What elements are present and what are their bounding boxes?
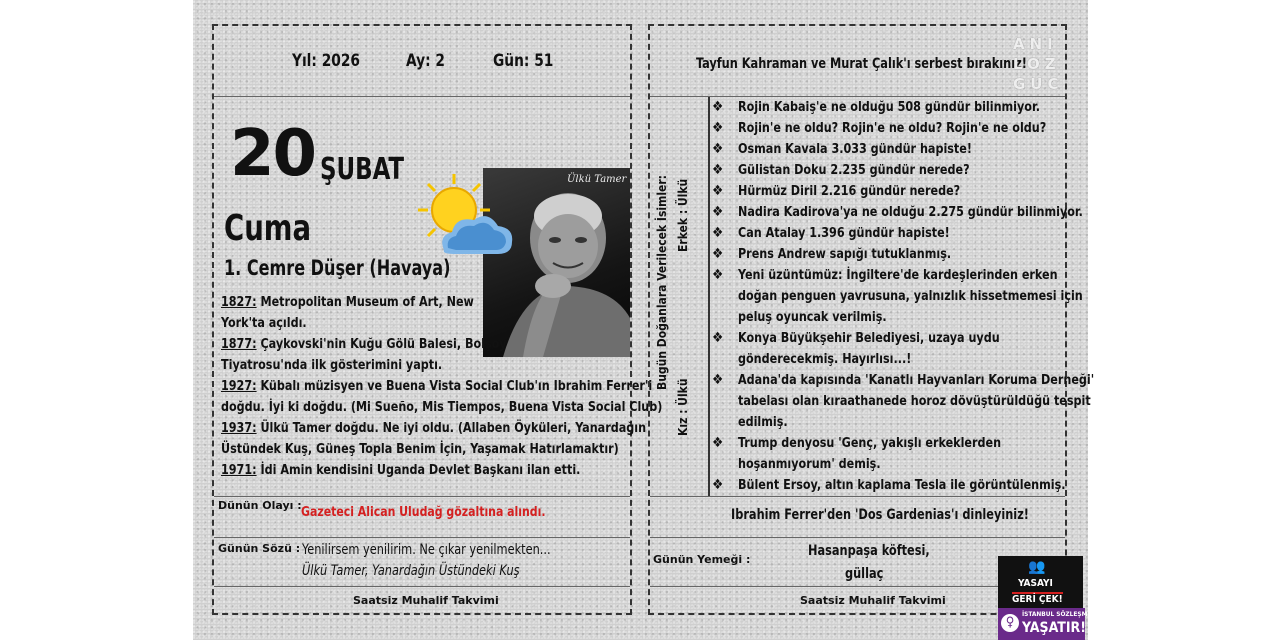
event-line: Tiyatrosu'nda ilk gösterimini yaptı.	[221, 357, 443, 373]
quote-text: Yenilirsem yenilirim. Ne çıkar yenilmekten...	[302, 542, 551, 558]
event-line: 1937: Ülkü Tamer doğdu. Ne iyi oldu. (Allaben Öyküleri, Yanardağın	[221, 420, 647, 436]
yesterday-event-text: Gazeteci Alican Uludağ gözaltına alındı.	[301, 504, 546, 520]
music-recommendation: Ibrahim Ferrer'den 'Dos Gardenias'ı dinleyiniz!	[731, 507, 1029, 523]
right-header-message: Tayfun Kahraman ve Murat Çalık'ı serbest bırakınız!	[696, 56, 1027, 72]
divider	[650, 496, 1065, 497]
event-line: 1971: İdi Amin kendisini Uganda Devlet Başkanı ilan etti.	[221, 462, 581, 478]
event-line: doğdu. İyi ki doğdu. (Mi Sueño, Mis Tiempos, Buena Vista Social Club)	[221, 399, 663, 415]
event-line: Üstündek Kuş, Güneş Topla Benim İçin, Yaşamak Hatırlamaktır)	[221, 441, 619, 457]
diamond-bullet-icon: ❖	[712, 330, 724, 346]
quote-author: Ülkü Tamer, Yanardağın Üstündeki Kuş	[302, 563, 520, 579]
event-line: 1827: Metropolitan Museum of Art, New	[221, 294, 474, 310]
footer-title: Saatsiz Muhalif Takvimi	[353, 594, 499, 607]
month-label: Ay: 2	[406, 51, 445, 71]
footer-title: Saatsiz Muhalif Takvimi	[800, 594, 946, 607]
meal-line-2: güllaç	[845, 566, 884, 582]
female-symbol-icon: ♀	[1001, 614, 1019, 632]
list-item: ❖ Yeni üzüntümüz: İngiltere'de kardeşlerinden erken doğan penguen yavrusuna, yalnızlık hissetmemesi için peluş oyuncak verilmiş.	[712, 267, 1083, 325]
weekday-name: Cuma	[224, 208, 312, 249]
diamond-bullet-icon: ❖	[712, 477, 724, 493]
divider	[650, 537, 1065, 538]
diamond-bullet-icon: ❖	[712, 435, 724, 451]
diamond-bullet-icon: ❖	[712, 120, 724, 136]
female-name: Kız : Ülkü	[676, 378, 690, 436]
divider	[214, 537, 630, 538]
diamond-bullet-icon: ❖	[712, 267, 724, 283]
list-item: ❖ Hürmüz Diril 2.216 gündür nerede?	[712, 181, 1062, 202]
names-label: Bugün Doğanlara Verilecek İsimler:	[655, 175, 669, 390]
event-line: 1927: Kübalı müzisyen ve Buena Vista Social Club'ın Ibrahim Ferrer'i	[221, 378, 653, 394]
list-item: ❖ Adana'da kapısında 'Kanatlı Hayvanları Koruma Derneği' tabelası olan kıraathanede horoz dövüştürüldüğü tespit edilmiş.	[712, 372, 1095, 430]
list-item: ❖ Rojin'e ne oldu? Rojin'e ne oldu? Rojin'e ne oldu?	[712, 118, 1062, 139]
meal-label: Günün Yemeği :	[653, 553, 751, 566]
diamond-bullet-icon: ❖	[712, 141, 724, 157]
month-name: ŞUBAT	[320, 152, 405, 187]
people-icon: 👥	[1028, 559, 1046, 575]
diamond-bullet-icon: ❖	[712, 99, 724, 115]
diamond-bullet-icon: ❖	[712, 162, 724, 178]
list-item: ❖ Nadira Kadirova'ya ne olduğu 2.275 gündür bilinmiyor.	[712, 202, 1062, 223]
photo-caption: Ülkü Tamer	[567, 174, 627, 185]
yesterday-event-label: Dünün Olayı :	[218, 499, 302, 512]
male-name: Erkek : Ülkü	[676, 178, 690, 252]
brand-logo: ANI LOZ GUC	[1013, 35, 1064, 93]
list-item: ❖ Bülent Ersoy, altın kaplama Tesla ile görüntülenmiş.	[712, 475, 1062, 496]
event-line: 1877: Çaykovski'nin Kuğu Gölü Balesi, Bolşoy	[221, 336, 507, 352]
year-label: Yıl: 2026	[292, 51, 361, 71]
history-events	[221, 292, 663, 481]
list-item: ❖ Trump denyosu 'Genç, yakışlı erkeklerden hoşanmıyorum' demiş.	[712, 435, 1002, 472]
day-number: 20	[230, 117, 316, 191]
diamond-bullet-icon: ❖	[712, 225, 724, 241]
meal-line-1: Hasanpaşa köftesi,	[808, 543, 930, 559]
day-of-year-label: Gün: 51	[493, 51, 554, 71]
diamond-bullet-icon: ❖	[712, 204, 724, 220]
quote-label: Günün Sözü :	[218, 542, 301, 555]
news-divider	[708, 97, 710, 496]
event-line: York'ta açıldı.	[221, 315, 307, 331]
divider	[214, 96, 630, 97]
divider	[214, 496, 630, 497]
istanbul-convention-badge: ♀ İSTANBUL SÖZLEŞMESİ YAŞATIR!	[998, 608, 1085, 640]
list-item: ❖ Konya Büyükşehir Belediyesi, uzaya uydu gönderecekmiş. Hayırlısı...!	[712, 330, 1000, 367]
news-list	[712, 97, 1095, 496]
list-item: ❖ Can Atalay 1.396 gündür hapiste!	[712, 223, 1062, 244]
diamond-bullet-icon: ❖	[712, 246, 724, 262]
list-item: ❖ Gülistan Doku 2.235 gündür nerede?	[712, 160, 1062, 181]
list-item: ❖ Rojin Kabaiş'e ne olduğu 508 gündür bilinmiyor.	[712, 97, 1062, 118]
diamond-bullet-icon: ❖	[712, 183, 724, 199]
day-note: 1. Cemre Düşer (Havaya)	[224, 256, 451, 280]
divider	[214, 586, 630, 587]
list-item: ❖ Prens Andrew sapığı tutuklanmış.	[712, 244, 1062, 265]
sun-behind-cloud-icon	[414, 170, 518, 264]
diamond-bullet-icon: ❖	[712, 372, 724, 388]
withdraw-law-badge: 👥 YASAYI GERİ ÇEK!	[998, 556, 1083, 608]
list-item: ❖ Osman Kavala 3.033 gündür hapiste!	[712, 139, 1062, 160]
